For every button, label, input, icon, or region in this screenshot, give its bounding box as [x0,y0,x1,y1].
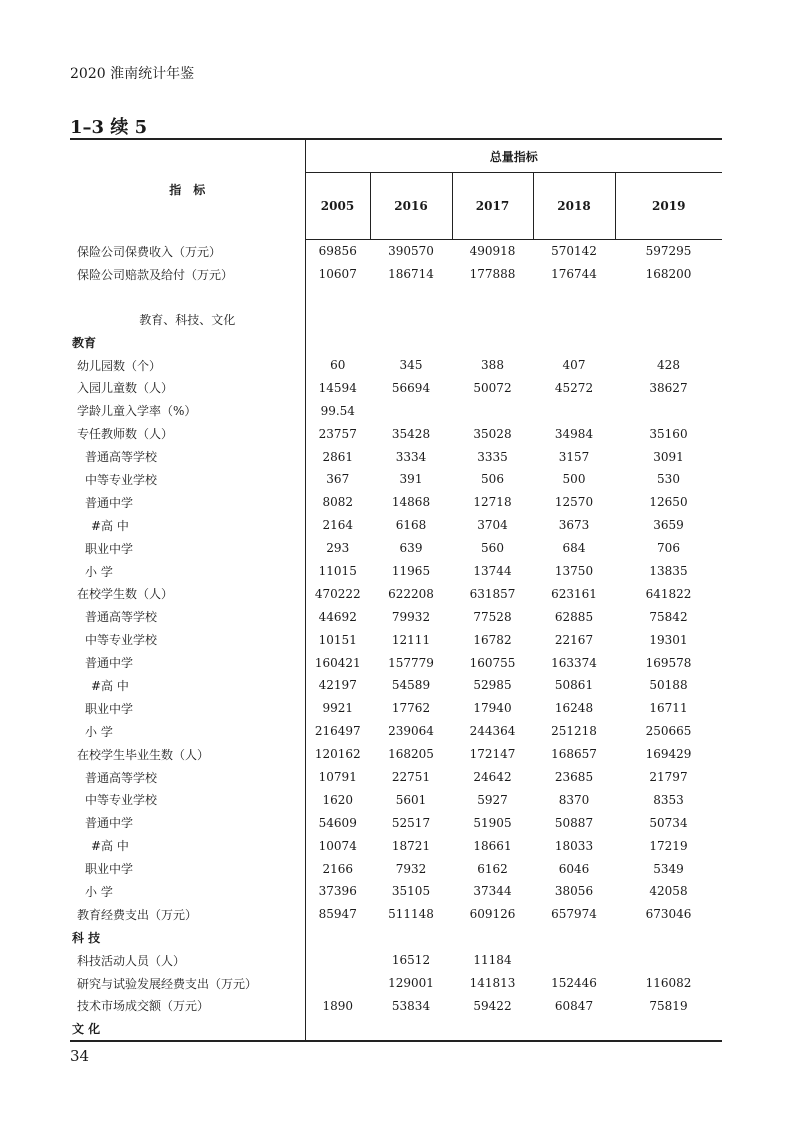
category-row [70,926,722,949]
value-cell: 18661 [473,838,512,853]
value-cell [370,1017,452,1041]
value-cell: 511148 [388,907,434,922]
row-label: 小 学 [70,880,305,903]
value-cell [370,308,452,331]
value-cell: 35428 [391,426,431,441]
value-cell [305,286,370,308]
value-cell [615,331,722,354]
row-label: #高 中 [70,514,305,537]
value-cell: 177888 [469,267,516,282]
value-cell: 530 [657,472,680,487]
value-cell: 11965 [391,564,431,579]
value-cell: 8082 [322,495,354,510]
value-cell: 490918 [469,244,516,259]
row-label: 中等专业学校 [70,788,305,811]
value-cell: 168657 [551,747,597,762]
value-cell [305,949,370,972]
value-cell [533,308,615,331]
table-row [70,376,722,399]
value-cell: 251218 [551,724,597,739]
value-cell [615,399,722,422]
table-row [70,903,722,926]
value-cell: 52517 [391,815,431,830]
value-cell: 388 [481,358,504,372]
value-cell: 13835 [649,564,688,579]
value-cell [615,1017,722,1041]
value-cell: 19301 [649,632,688,647]
value-cell: 54589 [391,678,431,693]
value-cell: 2166 [322,861,354,876]
value-cell: 623161 [551,586,597,601]
value-cell: 470222 [314,586,361,601]
row-label: 入园儿童数（人） [70,376,305,399]
value-cell: 53834 [391,998,431,1013]
value-cell: 99.54 [320,403,355,418]
table-row [70,880,722,903]
value-cell: 609126 [469,907,516,922]
row-label: 教育经费支出（万元） [70,903,305,926]
value-cell: 570142 [551,244,597,259]
table-row [70,468,722,491]
row-label: 科技活动人员（人） [70,949,305,972]
value-cell: 244364 [469,724,516,739]
value-cell [533,331,615,354]
table-row [70,560,722,583]
value-cell: 16711 [649,701,688,716]
value-cell: 22751 [391,770,431,785]
value-cell: 657974 [551,907,597,922]
table-row [70,857,722,880]
value-cell: 141813 [469,976,516,991]
value-cell: 152446 [551,976,597,991]
value-cell: 60 [330,358,346,372]
value-cell: 3704 [477,518,508,533]
value-cell: 10791 [318,770,357,785]
value-cell: 24642 [473,770,512,785]
section-heading-row [70,308,722,331]
value-cell: 7932 [395,861,427,876]
value-cell: 59422 [473,998,512,1013]
value-cell: 428 [657,358,680,372]
value-cell: 129001 [388,976,434,991]
value-cell: 17219 [649,838,688,853]
value-cell: 622208 [388,586,434,601]
value-cell: 50861 [554,678,594,693]
row-label: 职业中学 [70,537,305,560]
value-cell [615,286,722,308]
row-label: 普通中学 [70,491,305,514]
table-row [70,651,722,674]
value-cell: 21797 [649,770,688,785]
value-cell: 50072 [473,380,512,395]
row-label: 职业中学 [70,697,305,720]
value-cell: 641822 [645,586,692,601]
value-cell: 16248 [554,701,594,716]
value-cell: 407 [562,358,586,372]
table-row [70,674,722,697]
value-cell [533,1017,615,1041]
table-header [70,139,722,240]
value-cell: 345 [399,358,423,372]
table-row [70,399,722,422]
value-cell: 168205 [388,747,434,762]
row-label: 小 学 [70,720,305,743]
row-label: 普通高等学校 [70,605,305,628]
value-cell: 176744 [551,267,597,282]
value-cell: 75842 [649,609,688,624]
value-cell: 18721 [391,838,431,853]
table-row [70,240,722,263]
value-cell: 3334 [395,449,427,464]
value-cell [533,949,615,972]
table-row [70,972,722,995]
value-cell: 10074 [318,838,357,853]
value-cell: 35105 [391,884,431,899]
value-cell: 6046 [558,861,590,876]
value-cell: 172147 [469,747,516,762]
value-cell: 54609 [318,815,357,830]
year-column-header: 2016 [370,173,452,240]
table-row [70,537,722,560]
table-row [70,628,722,651]
value-cell: 42058 [649,884,688,899]
value-cell [305,331,370,354]
value-cell: 37344 [473,884,512,899]
value-cell [305,308,370,331]
table-row [70,788,722,811]
value-cell: 3673 [558,518,590,533]
table-row [70,263,722,286]
value-cell: 157779 [388,655,434,670]
table-row [70,995,722,1018]
table-body [70,240,722,1042]
statistics-table [70,138,722,1042]
year-column-header: 2005 [305,173,370,240]
category-row [70,1017,722,1041]
value-cell: 169578 [645,655,692,670]
value-cell: 10151 [318,632,357,647]
value-cell: 60847 [554,998,594,1013]
year-column-header: 2019 [615,173,722,240]
table-row [70,766,722,789]
value-cell [452,331,533,354]
value-cell: 5601 [395,792,427,807]
value-cell: 51905 [473,815,512,830]
value-cell: 13750 [554,564,594,579]
value-cell: 9921 [322,701,354,716]
value-cell: 168200 [645,267,692,282]
year-column-header: 2018 [533,173,615,240]
section-heading: 教育、科技、文化 [70,308,305,331]
value-cell: 367 [326,472,350,487]
value-cell: 684 [562,541,586,556]
value-cell: 38056 [554,884,594,899]
value-cell: 500 [562,472,586,487]
value-cell: 5349 [653,861,684,876]
value-cell: 12718 [473,495,512,510]
value-cell: 34984 [554,426,594,441]
value-cell: 11015 [318,564,357,579]
table-row [70,445,722,468]
value-cell: 506 [481,472,504,487]
value-cell [305,926,370,949]
value-cell [615,308,722,331]
value-cell: 13744 [473,564,512,579]
value-cell: 2164 [322,518,354,533]
row-label: 在校学生毕业生数（人） [70,743,305,766]
value-cell: 3091 [653,449,684,464]
value-cell: 62885 [554,609,594,624]
row-label: 小 学 [70,560,305,583]
value-cell: 12570 [554,495,594,510]
value-cell: 390570 [388,244,434,259]
value-cell [533,926,615,949]
value-cell: 293 [326,541,350,556]
value-cell: 160421 [314,655,361,670]
value-cell: 85947 [318,907,357,922]
value-cell: 23685 [554,770,594,785]
value-cell: 1890 [322,998,354,1013]
value-cell [452,926,533,949]
value-cell: 16782 [473,632,512,647]
value-cell: 14868 [391,495,431,510]
value-cell: 16512 [391,953,431,968]
row-label: 研究与试验发展经费支出（万元） [70,972,305,995]
row-label: 保险公司赔款及给付（万元） [70,263,305,286]
value-cell: 11184 [473,953,512,968]
row-label: #高 中 [70,674,305,697]
year-column-header: 2017 [452,173,533,240]
value-cell: 163374 [551,655,597,670]
value-cell: 23757 [318,426,357,441]
value-cell: 12650 [649,495,688,510]
table-row [70,697,722,720]
value-cell: 35028 [473,426,512,441]
row-label: 专任教师数（人） [70,422,305,445]
value-cell: 216497 [314,724,361,739]
table-title: 1–3 续 5 [70,117,148,138]
value-cell: 37396 [318,884,357,899]
value-cell: 77528 [473,609,512,624]
value-cell: 8353 [653,792,684,807]
value-cell: 22167 [554,632,594,647]
value-cell: 50887 [554,815,594,830]
table-row [70,834,722,857]
value-cell [615,926,722,949]
value-cell [452,399,533,422]
table-row [70,491,722,514]
value-cell: 597295 [645,244,692,259]
table-row [70,354,722,377]
row-label: 中等专业学校 [70,468,305,491]
value-cell [370,399,452,422]
row-label: 技术市场成交额（万元） [70,995,305,1018]
spacer-cell [70,286,305,308]
row-label: 普通高等学校 [70,445,305,468]
value-cell: 5927 [477,792,508,807]
statistics-table-container [70,138,722,1042]
value-cell: 44692 [318,609,357,624]
value-cell: 3157 [558,449,590,464]
row-label: 学龄儿童入学率（%） [70,399,305,422]
value-cell: 45272 [554,380,594,395]
value-cell [370,331,452,354]
table-row [70,811,722,834]
value-cell: 52985 [473,678,512,693]
value-cell [615,949,722,972]
value-cell: 391 [399,472,423,487]
category-label: 文 化 [70,1017,305,1041]
value-cell: 560 [481,541,504,556]
group-column-header: 总量指标 [305,139,722,173]
value-cell: 17940 [473,701,512,716]
value-cell [452,286,533,308]
value-cell: 79932 [391,609,431,624]
value-cell: 1620 [322,792,354,807]
value-cell: 169429 [645,747,692,762]
value-cell: 6162 [477,861,508,876]
value-cell: 3659 [653,518,684,533]
value-cell: 160755 [469,655,516,670]
indicator-column-header: 指 标 [70,139,305,240]
table-row [70,605,722,628]
value-cell [533,399,615,422]
table-row [70,743,722,766]
value-cell: 116082 [645,976,692,991]
value-cell [452,308,533,331]
table-row [70,582,722,605]
table-row [70,514,722,537]
value-cell: 12111 [391,632,431,647]
value-cell: 50734 [649,815,688,830]
value-cell: 38627 [649,380,688,395]
row-label: 普通中学 [70,811,305,834]
row-label: #高 中 [70,834,305,857]
value-cell: 239064 [388,724,434,739]
value-cell: 35160 [649,426,688,441]
value-cell [533,286,615,308]
value-cell [305,972,370,995]
value-cell: 706 [657,541,680,556]
category-row [70,331,722,354]
value-cell: 75819 [649,998,688,1013]
value-cell: 17762 [391,701,431,716]
value-cell [305,1017,370,1041]
value-cell: 10607 [318,267,357,282]
value-cell [370,286,452,308]
page-number: 34 [70,1047,90,1065]
value-cell: 50188 [649,678,688,693]
row-label: 保险公司保费收入（万元） [70,240,305,263]
value-cell: 69856 [318,244,357,259]
value-cell: 250665 [645,724,692,739]
value-cell: 56694 [391,380,431,395]
table-row [70,720,722,743]
row-label: 在校学生数（人） [70,582,305,605]
value-cell: 3335 [477,449,508,464]
category-label: 科 技 [70,926,305,949]
value-cell: 8370 [558,792,590,807]
row-label: 幼儿园数（个） [70,354,305,377]
table-row [70,949,722,972]
value-cell: 673046 [645,907,692,922]
value-cell: 6168 [395,518,427,533]
value-cell [370,926,452,949]
value-cell: 120162 [314,747,361,762]
value-cell: 18033 [554,838,594,853]
value-cell: 186714 [388,267,434,282]
row-label: 普通高等学校 [70,766,305,789]
category-label: 教育 [70,331,305,354]
value-cell: 2861 [322,449,354,464]
spacer-row [70,286,722,308]
table-row [70,422,722,445]
running-head: 2020 淮南统计年鉴 [70,66,195,82]
row-label: 中等专业学校 [70,628,305,651]
value-cell: 14594 [318,380,357,395]
value-cell [452,1017,533,1041]
value-cell: 631857 [469,586,516,601]
row-label: 普通中学 [70,651,305,674]
value-cell: 639 [399,541,423,556]
row-label: 职业中学 [70,857,305,880]
value-cell: 42197 [318,678,357,693]
